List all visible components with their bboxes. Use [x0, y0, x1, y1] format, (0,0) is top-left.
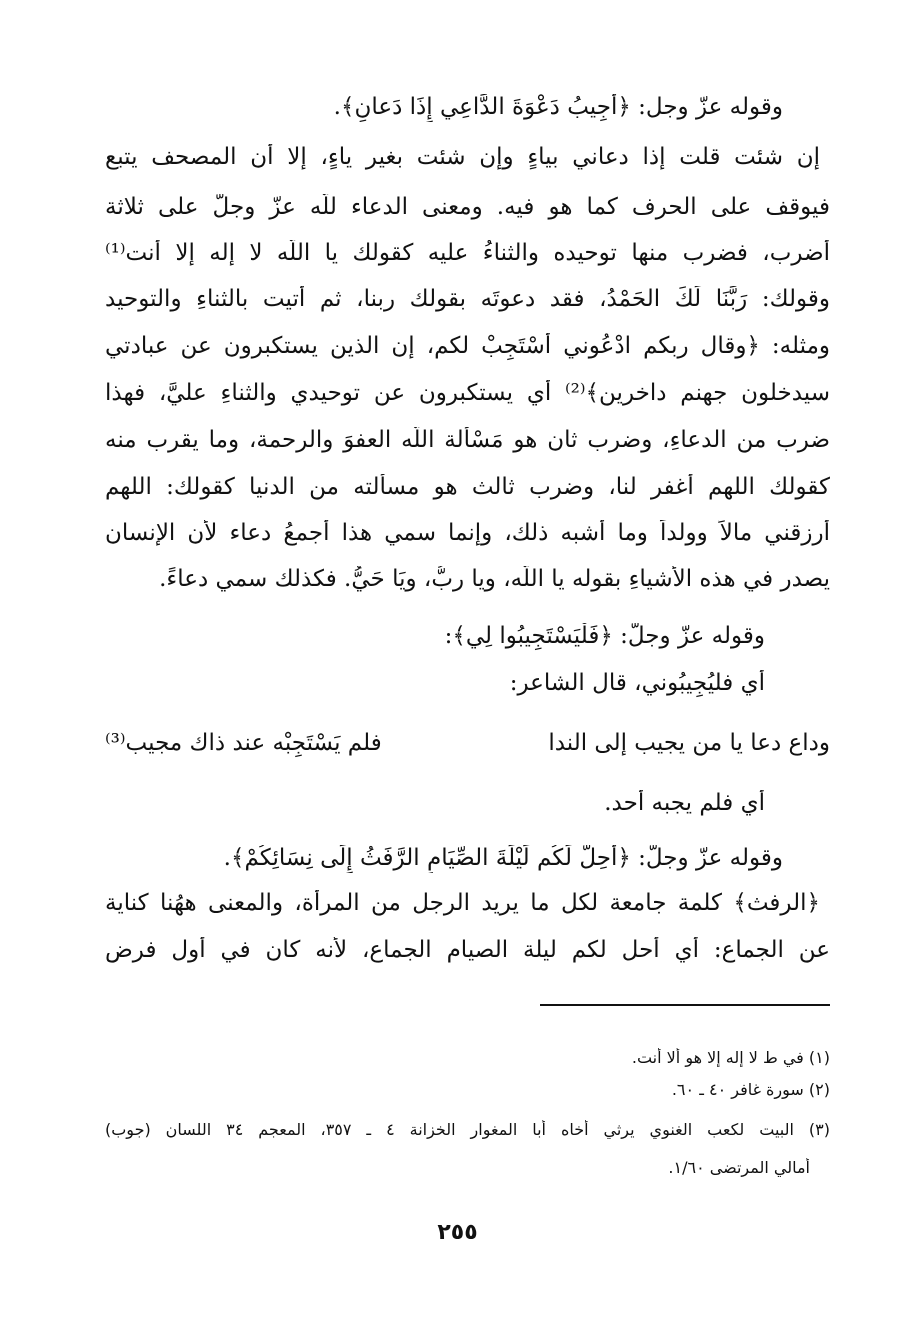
body-line: أي فليُجِيبُوني، قال الشاعر:: [509, 670, 765, 696]
page-number: ٢٥٥: [437, 1220, 478, 1245]
body-line: سيدخلون جهنم داخرين﴾⁽²⁾ أي يستكبرون عن توحيدي والثناءِ عليَّ، فهذا: [105, 380, 830, 406]
poem-second-hemistich: فلم يَسْتَجِبْه عند ذاك مجيب⁽³⁾: [105, 730, 382, 756]
body-line: عن الجماع: أي أحل لكم ليلة الصيام الجماع، لأنه كان في أول فرض: [105, 937, 830, 963]
body-line: وقولك: رَبَّنَا لَكَ الحَمْدُ، فقد دعوتَه بقولك ربنا، ثم أتيت بالثناءِ والتوحيد: [105, 286, 830, 312]
body-line: أرزقني مالاً وولداً وما أشبه ذلك، وإنما سمي هذا أجمعُ دعاء لأن الإنسان: [105, 520, 830, 546]
verse-intro-line: وقوله عزّ وجلّ: ﴿أُحِلَّ لَكُم لَيْلَةَ الصِّيَامِ الرَّفَثُ إِلَى نِسَائِكُمْ﴾.: [223, 845, 783, 871]
footnote: (٢) سورة غافر ٤٠ ـ ٦٠.: [671, 1080, 830, 1099]
poem-first-hemistich: وداع دعا يا من يجيب إلى الندا: [548, 730, 830, 756]
body-line: كقولك اللهم أغفر لنا، وضرب ثالث هو مسألته من الدنيا كقولك: اللهم: [105, 474, 830, 500]
body-line: ﴿الرفث﴾ كلمة جامعة لكل ما يريد الرجل من المرأة، والمعنى ههُنا كناية: [105, 890, 820, 916]
body-line: يصدر في هذه الأشياءِ بقوله يا اللّه، ويا ربُّ، ويَا حَيُّ. فكذلك سمي دعاءً.: [159, 566, 830, 592]
body-line: إن شئت قلت إذا دعاني بياءٍ وإن شئت بغير ياءٍ، إلا أن المصحف يتبع: [105, 144, 820, 170]
poem-verse: [105, 730, 830, 758]
body-line: ضرب من الدعاءِ، وضرب ثان هو مَسْألة اللّه العفوَ والرحمة، وما يقرب منه: [105, 427, 830, 453]
body-line: أي فلم يجبه أحد.: [604, 790, 765, 816]
body-line: فيوقف على الحرف كما هو فيه. ومعنى الدعاء للّه عزّ وجلّ على ثلاثة: [105, 194, 830, 220]
verse-intro-line: وقوله عزّ وجل: ﴿أُجِيبُ دَعْوَةَ الدَّاعِي إِذَا دَعانِ﴾.: [333, 94, 783, 120]
footnote: (٣) البيت لكعب الغنوي يرثي أخاه أبا المغوار الخزانة ٤ ـ ٣٥٧، المعجم ٣٤ اللسان (جوب): [105, 1120, 830, 1139]
footnote-continuation: أمالي المرتضى ١/٦٠.: [668, 1158, 810, 1177]
body-line: ومثله: ﴿وقال ربكم ادْعُوني أَسْتَجِبْ لكم، إن الذين يستكبرون عن عبادتي: [105, 333, 830, 359]
footnote: (١) في ط لا إله إلا هو ألا أنت.: [631, 1048, 830, 1067]
footnote-separator: [540, 1004, 830, 1006]
verse-intro-line: وقوله عزّ وجلّ: ﴿فَلْيَسْتَجِيبُوا لِي﴾:: [444, 623, 765, 649]
body-line: أضرب، فضرب منها توحيده والثناءُ عليه كقولك يا اللّه لا إله إلا أنت⁽¹⁾: [105, 240, 830, 266]
